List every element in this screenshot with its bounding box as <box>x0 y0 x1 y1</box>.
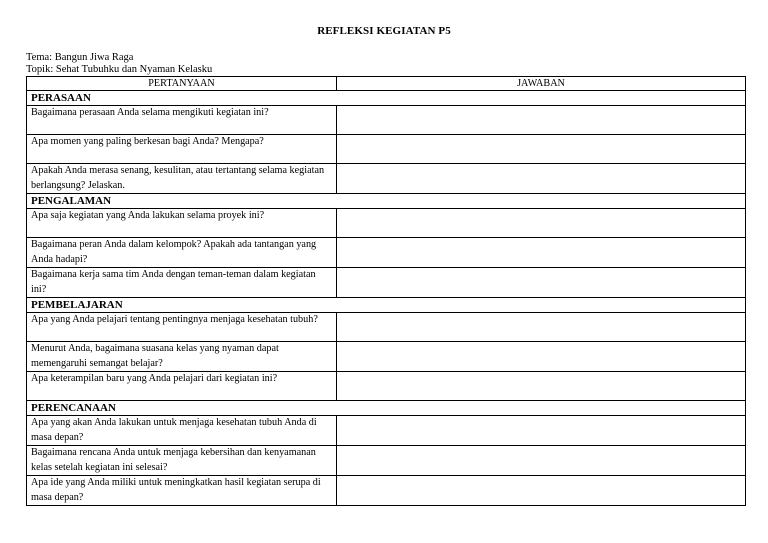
answer-cell[interactable] <box>337 209 746 238</box>
question-cell: Apakah Anda merasa senang, kesulitan, atau tertantang selama kegiatan berlangsung? Jelaskan. <box>27 164 337 194</box>
table-row <box>27 268 746 298</box>
question-cell: Apa yang akan Anda lakukan untuk menjaga kesehatan tubuh Anda di masa depan? <box>27 416 337 446</box>
table-row <box>27 106 746 135</box>
table-row <box>27 372 746 401</box>
table-row <box>27 446 746 476</box>
answer-cell[interactable] <box>337 268 746 298</box>
question-cell: Bagaimana peran Anda dalam kelompok? Apakah ada tantangan yang Anda hadapi? <box>27 238 337 268</box>
table-row <box>27 342 746 372</box>
answer-cell[interactable] <box>337 164 746 194</box>
question-cell: Menurut Anda, bagaimana suasana kelas yang nyaman dapat memengaruhi semangat belajar? <box>27 342 337 372</box>
question-cell: Bagaimana rencana Anda untuk menjaga kebersihan dan kenyamanan kelas setelah kegiatan ini selesai? <box>27 446 337 476</box>
section-row-perasaan <box>27 91 746 106</box>
table-row <box>27 209 746 238</box>
section-title: PERENCANAAN <box>27 401 746 416</box>
answer-cell[interactable] <box>337 476 746 506</box>
question-cell: Apa ide yang Anda miliki untuk meningkatkan hasil kegiatan serupa di masa depan? <box>27 476 337 506</box>
question-cell: Apa yang Anda pelajari tentang pentingnya menjaga kesehatan tubuh? <box>27 313 337 342</box>
table-header-row <box>27 77 746 91</box>
table-row <box>27 416 746 446</box>
question-cell: Bagaimana kerja sama tim Anda dengan teman-teman dalam kegiatan ini? <box>27 268 337 298</box>
question-cell: Apa keterampilan baru yang Anda pelajari dari kegiatan ini? <box>27 372 337 401</box>
answer-cell[interactable] <box>337 416 746 446</box>
question-cell: Bagaimana perasaan Anda selama mengikuti kegiatan ini? <box>27 106 337 135</box>
section-title: PENGALAMAN <box>27 194 746 209</box>
topic-line: Topik: Sehat Tubuhku dan Nyaman Kelasku <box>26 64 213 75</box>
answer-cell[interactable] <box>337 342 746 372</box>
answer-cell[interactable] <box>337 372 746 401</box>
answer-cell[interactable] <box>337 238 746 268</box>
table-row <box>27 135 746 164</box>
table-row <box>27 164 746 194</box>
section-row-pengalaman <box>27 194 746 209</box>
answer-cell[interactable] <box>337 313 746 342</box>
question-cell: Apa momen yang paling berkesan bagi Anda? Mengapa? <box>27 135 337 164</box>
table-row <box>27 238 746 268</box>
header-question: PERTANYAAN <box>27 77 337 91</box>
reflection-table <box>26 76 746 506</box>
header-answer: JAWABAN <box>337 77 746 91</box>
document-title: REFLEKSI KEGIATAN P5 <box>317 25 451 37</box>
section-title: PEMBELAJARAN <box>27 298 746 313</box>
table-row <box>27 313 746 342</box>
section-row-pembelajaran <box>27 298 746 313</box>
answer-cell[interactable] <box>337 106 746 135</box>
answer-cell[interactable] <box>337 135 746 164</box>
theme-line: Tema: Bangun Jiwa Raga <box>26 52 134 63</box>
question-cell: Apa saja kegiatan yang Anda lakukan selama proyek ini? <box>27 209 337 238</box>
section-row-perencanaan <box>27 401 746 416</box>
table-row <box>27 476 746 506</box>
answer-cell[interactable] <box>337 446 746 476</box>
section-title: PERASAAN <box>27 91 746 106</box>
